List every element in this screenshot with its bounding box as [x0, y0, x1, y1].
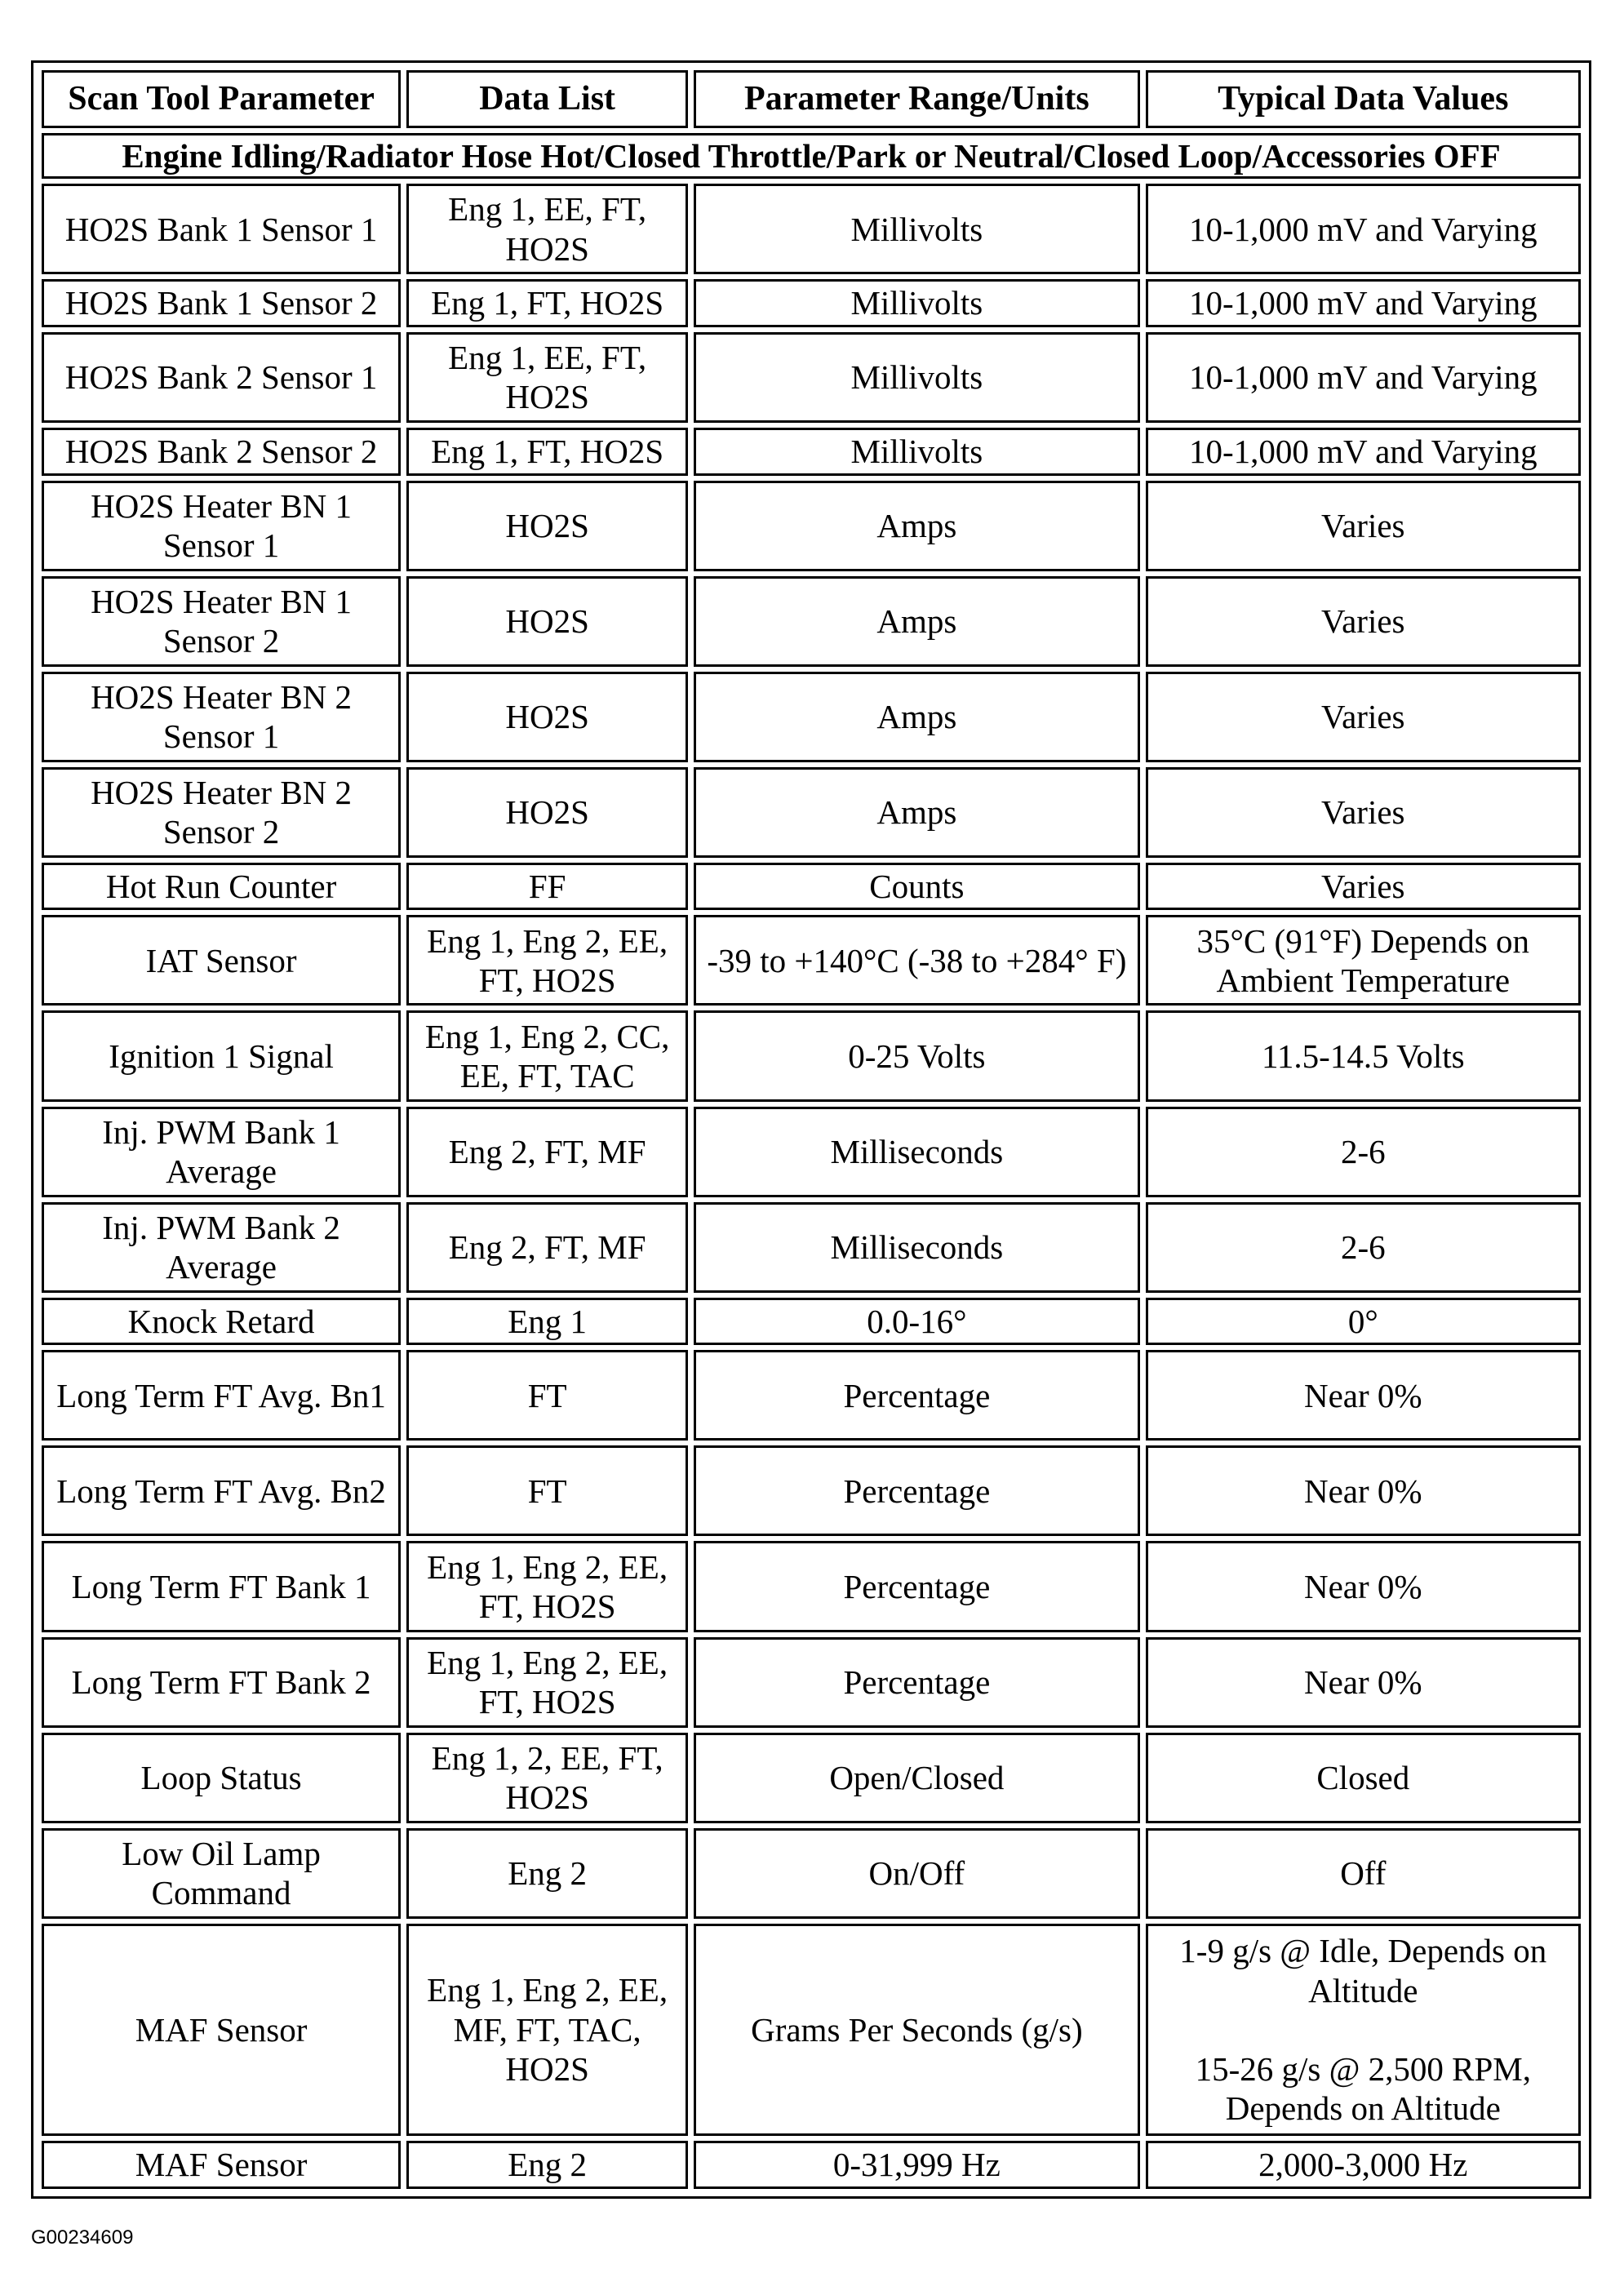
- data-list-cell: Eng 2: [406, 2141, 688, 2189]
- header-data-list: Data List: [406, 70, 688, 128]
- table-row: [42, 1350, 1581, 1441]
- data-list-cell: Eng 1, Eng 2, EE, FT, HO2S: [406, 1637, 688, 1728]
- typical-value-cell: 2-6: [1146, 1107, 1581, 1197]
- table-row: [42, 1107, 1581, 1197]
- range-cell: Amps: [694, 481, 1139, 571]
- range-cell: Amps: [694, 576, 1139, 667]
- table-row: [42, 1828, 1581, 1919]
- typical-value-idle: 1-9 g/s @ Idle, Depends on Altitude: [1179, 1932, 1547, 2009]
- parameter-cell: Hot Run Counter: [42, 863, 401, 911]
- parameter-cell: Long Term FT Bank 2: [42, 1637, 401, 1728]
- table-row: [42, 1924, 1581, 2137]
- range-cell: Percentage: [694, 1541, 1139, 1631]
- data-list-cell: FT: [406, 1445, 688, 1536]
- typical-value-cell: 10-1,000 mV and Varying: [1146, 332, 1581, 423]
- range-cell: 0-31,999 Hz: [694, 2141, 1139, 2189]
- parameter-cell: MAF Sensor: [42, 1924, 401, 2137]
- test-condition: Engine Idling/Radiator Hose Hot/Closed Throttle/Park or Neutral/Closed Loop/Accessories OFF: [42, 133, 1581, 180]
- header-parameter-range: Parameter Range/Units: [694, 70, 1139, 128]
- typical-value-cell: Near 0%: [1146, 1541, 1581, 1631]
- range-cell: Grams Per Seconds (g/s): [694, 1924, 1139, 2137]
- range-cell: Amps: [694, 672, 1139, 762]
- range-cell: 0-25 Volts: [694, 1010, 1139, 1101]
- typical-value-cell: Off: [1146, 1828, 1581, 1919]
- table-row: [42, 1733, 1581, 1823]
- parameter-cell: Inj. PWM Bank 2 Average: [42, 1202, 401, 1293]
- typical-value-cell: Near 0%: [1146, 1445, 1581, 1536]
- typical-value-cell: 2-6: [1146, 1202, 1581, 1293]
- typical-value-cell: Varies: [1146, 863, 1581, 911]
- data-list-cell: Eng 2: [406, 1828, 688, 1919]
- table-row: [42, 672, 1581, 762]
- table-row: [42, 915, 1581, 1006]
- data-table-frame: [31, 60, 1591, 2199]
- data-list-cell: Eng 1, EE, FT, HO2S: [406, 184, 688, 274]
- typical-value-2500rpm: 15-26 g/s @ 2,500 RPM, Depends on Altitude: [1195, 2050, 1531, 2128]
- parameter-cell: HO2S Heater BN 1 Sensor 2: [42, 576, 401, 667]
- typical-value-cell: Near 0%: [1146, 1637, 1581, 1728]
- range-cell: Open/Closed: [694, 1733, 1139, 1823]
- range-cell: 0.0-16°: [694, 1298, 1139, 1346]
- table-row: [42, 1202, 1581, 1293]
- typical-value-cell: 35°C (91°F) Depends on Ambient Temperature: [1146, 915, 1581, 1006]
- range-cell: Milliseconds: [694, 1107, 1139, 1197]
- range-cell: Percentage: [694, 1445, 1139, 1536]
- parameter-cell: HO2S Bank 1 Sensor 2: [42, 279, 401, 327]
- table-row: [42, 1637, 1581, 1728]
- range-cell: Milliseconds: [694, 1202, 1139, 1293]
- parameter-cell: Low Oil Lamp Command: [42, 1828, 401, 1919]
- table-row: [42, 1010, 1581, 1101]
- data-list-cell: Eng 1, 2, EE, FT, HO2S: [406, 1733, 688, 1823]
- range-cell: Millivolts: [694, 279, 1139, 327]
- parameter-cell: Long Term FT Bank 1: [42, 1541, 401, 1631]
- figure-code: G00234609: [31, 2226, 134, 2249]
- table-row: [42, 1298, 1581, 1346]
- data-list-cell: Eng 1, EE, FT, HO2S: [406, 332, 688, 423]
- parameter-cell: Loop Status: [42, 1733, 401, 1823]
- table-row: [42, 184, 1581, 274]
- typical-value-cell: [1146, 1924, 1581, 2137]
- parameter-cell: HO2S Bank 2 Sensor 1: [42, 332, 401, 423]
- data-list-cell: Eng 1, Eng 2, EE, MF, FT, TAC, HO2S: [406, 1924, 688, 2137]
- parameter-cell: Ignition 1 Signal: [42, 1010, 401, 1101]
- range-cell: Millivolts: [694, 332, 1139, 423]
- table-row: [42, 863, 1581, 911]
- value-spacer: [1153, 2010, 1573, 2049]
- data-list-cell: Eng 1: [406, 1298, 688, 1346]
- typical-value-cell: 0°: [1146, 1298, 1581, 1346]
- data-list-cell: FF: [406, 863, 688, 911]
- typical-value-cell: 10-1,000 mV and Varying: [1146, 279, 1581, 327]
- table-row: [42, 279, 1581, 327]
- parameter-cell: MAF Sensor: [42, 2141, 401, 2189]
- table-row: [42, 1445, 1581, 1536]
- parameter-cell: Knock Retard: [42, 1298, 401, 1346]
- scan-tool-data-table: [36, 65, 1586, 2194]
- range-cell: -39 to +140°C (-38 to +284° F): [694, 915, 1139, 1006]
- range-cell: Percentage: [694, 1350, 1139, 1441]
- range-cell: Amps: [694, 767, 1139, 858]
- data-list-cell: Eng 2, FT, MF: [406, 1202, 688, 1293]
- condition-row: [42, 133, 1581, 180]
- header-row: [42, 70, 1581, 128]
- range-cell: On/Off: [694, 1828, 1139, 1919]
- table-row: [42, 332, 1581, 423]
- data-list-cell: Eng 1, FT, HO2S: [406, 428, 688, 476]
- table-row: [42, 428, 1581, 476]
- typical-value-cell: 10-1,000 mV and Varying: [1146, 428, 1581, 476]
- typical-value-cell: 2,000-3,000 Hz: [1146, 2141, 1581, 2189]
- data-list-cell: HO2S: [406, 767, 688, 858]
- range-cell: Percentage: [694, 1637, 1139, 1728]
- parameter-cell: Long Term FT Avg. Bn2: [42, 1445, 401, 1536]
- data-list-cell: Eng 1, FT, HO2S: [406, 279, 688, 327]
- data-list-cell: HO2S: [406, 576, 688, 667]
- data-list-cell: Eng 1, Eng 2, CC, EE, FT, TAC: [406, 1010, 688, 1101]
- typical-value-cell: Closed: [1146, 1733, 1581, 1823]
- data-list-cell: Eng 1, Eng 2, EE, FT, HO2S: [406, 915, 688, 1006]
- header-scan-tool-parameter: Scan Tool Parameter: [42, 70, 401, 128]
- table-row: [42, 576, 1581, 667]
- typical-value-cell: Varies: [1146, 672, 1581, 762]
- data-list-cell: HO2S: [406, 481, 688, 571]
- table-row: [42, 481, 1581, 571]
- parameter-cell: HO2S Heater BN 1 Sensor 1: [42, 481, 401, 571]
- typical-value-cell: Varies: [1146, 576, 1581, 667]
- range-cell: Millivolts: [694, 428, 1139, 476]
- table-row: [42, 767, 1581, 858]
- table-row: [42, 1541, 1581, 1631]
- data-list-cell: FT: [406, 1350, 688, 1441]
- parameter-cell: HO2S Heater BN 2 Sensor 2: [42, 767, 401, 858]
- data-list-cell: HO2S: [406, 672, 688, 762]
- range-cell: Millivolts: [694, 184, 1139, 274]
- parameter-cell: Long Term FT Avg. Bn1: [42, 1350, 401, 1441]
- typical-value-cell: 10-1,000 mV and Varying: [1146, 184, 1581, 274]
- parameter-cell: HO2S Bank 2 Sensor 2: [42, 428, 401, 476]
- typical-value-cell: Varies: [1146, 481, 1581, 571]
- parameter-cell: HO2S Bank 1 Sensor 1: [42, 184, 401, 274]
- table-row: [42, 2141, 1581, 2189]
- header-typical-values: Typical Data Values: [1146, 70, 1581, 128]
- parameter-cell: Inj. PWM Bank 1 Average: [42, 1107, 401, 1197]
- data-list-cell: Eng 2, FT, MF: [406, 1107, 688, 1197]
- parameter-cell: HO2S Heater BN 2 Sensor 1: [42, 672, 401, 762]
- range-cell: Counts: [694, 863, 1139, 911]
- typical-value-cell: Near 0%: [1146, 1350, 1581, 1441]
- typical-value-cell: 11.5-14.5 Volts: [1146, 1010, 1581, 1101]
- data-list-cell: Eng 1, Eng 2, EE, FT, HO2S: [406, 1541, 688, 1631]
- typical-value-cell: Varies: [1146, 767, 1581, 858]
- parameter-cell: IAT Sensor: [42, 915, 401, 1006]
